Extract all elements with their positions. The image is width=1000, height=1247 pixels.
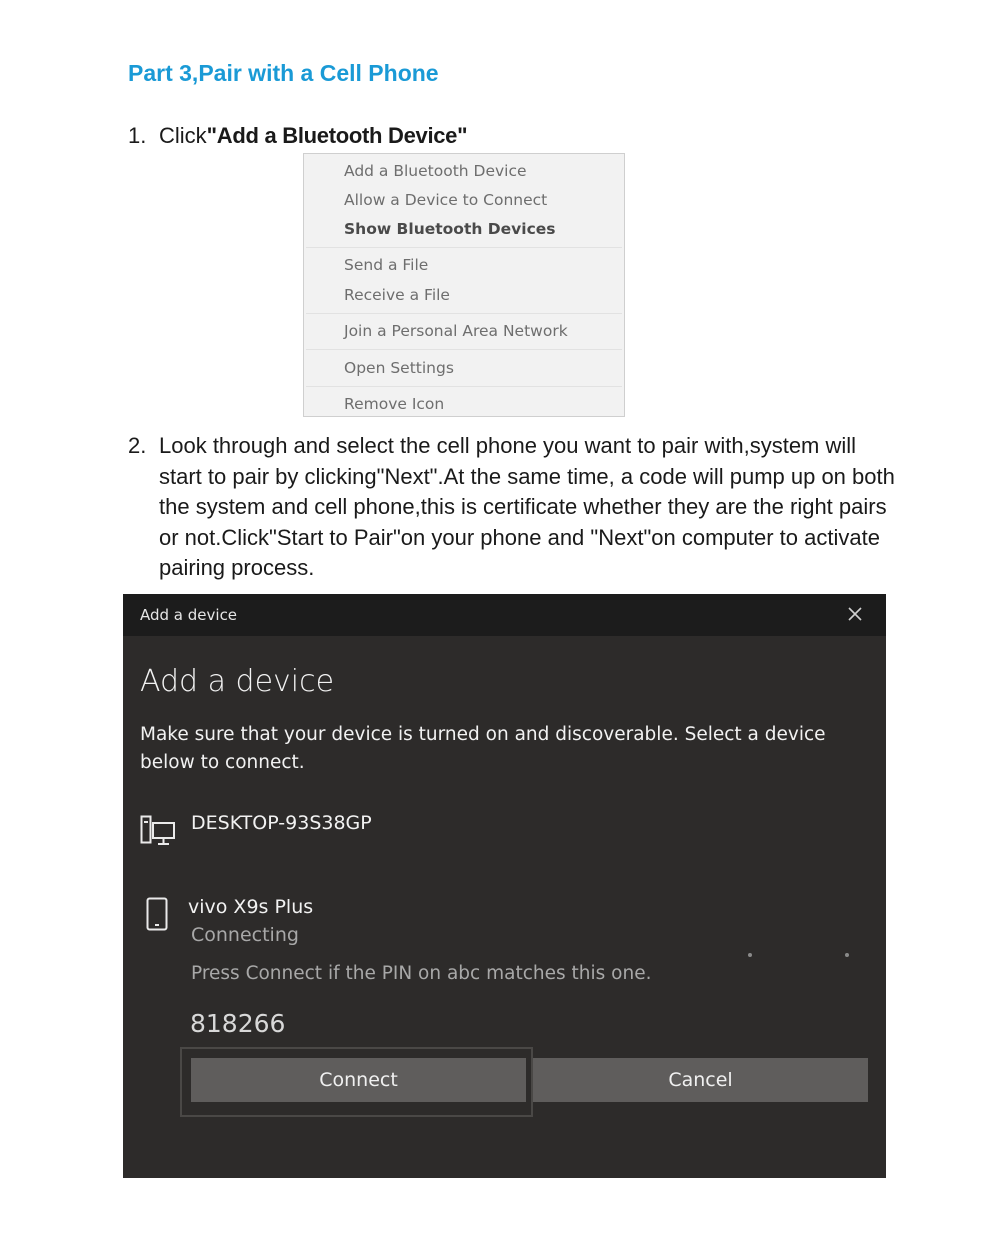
step-2-text: Look through and select the cell phone you want to pair with,system will start to pair by clicking"Next".At the same time, a code will pump up on both the system and cell phone,this is certificate whether they are the right pairs or not.Click"Start to Pair"on your phone and "Next"on computer to activate pairing process.	[159, 433, 895, 580]
menu-item-join-personal-area-network[interactable]: Join a Personal Area Network	[344, 322, 568, 340]
step-2-number: 2.	[128, 433, 147, 458]
step-1-emphasis: "Add a Bluetooth Device"	[206, 123, 468, 148]
cancel-button[interactable]: Cancel	[533, 1058, 868, 1102]
pin-prompt: Press Connect if the PIN on abc matches this one.	[191, 963, 652, 984]
phone-icon	[146, 897, 168, 931]
device-name-phone[interactable]: vivo X9s Plus	[188, 896, 314, 918]
progress-dot	[748, 953, 752, 957]
menu-item-add-bluetooth-device[interactable]: Add a Bluetooth Device	[344, 162, 527, 180]
device-name-desktop[interactable]: DESKTOP-93S38GP	[191, 812, 372, 834]
menu-item-open-settings[interactable]: Open Settings	[344, 359, 454, 377]
connect-button[interactable]: Connect	[191, 1058, 526, 1102]
progress-dot	[845, 953, 849, 957]
menu-separator	[306, 386, 622, 387]
step-1-prefix: Click	[159, 123, 207, 148]
dialog-title: Add a device	[140, 664, 335, 699]
computer-icon	[140, 815, 176, 847]
menu-item-send-file[interactable]: Send a File	[344, 256, 429, 274]
dialog-titlebar	[123, 594, 886, 636]
menu-separator	[306, 247, 622, 248]
close-icon[interactable]	[846, 605, 864, 623]
step-1-text	[159, 121, 467, 152]
step-1-number: 1.	[128, 123, 147, 148]
menu-separator	[306, 349, 622, 350]
pin-code: 818266	[190, 1009, 286, 1038]
menu-item-receive-file[interactable]: Receive a File	[344, 286, 450, 304]
bluetooth-context-menu	[303, 153, 625, 417]
menu-separator	[306, 313, 622, 314]
add-device-dialog	[123, 594, 886, 1178]
dialog-description: Make sure that your device is turned on and discoverable. Select a device below to connect.	[140, 724, 826, 773]
menu-item-show-bluetooth-devices[interactable]: Show Bluetooth Devices	[344, 220, 556, 238]
menu-item-remove-icon[interactable]: Remove Icon	[344, 395, 445, 413]
section-heading: Part 3,Pair with a Cell Phone	[128, 60, 439, 86]
window-title: Add a device	[140, 606, 238, 624]
device-status: Connecting	[191, 924, 299, 946]
menu-item-allow-device-to-connect[interactable]: Allow a Device to Connect	[344, 191, 548, 209]
